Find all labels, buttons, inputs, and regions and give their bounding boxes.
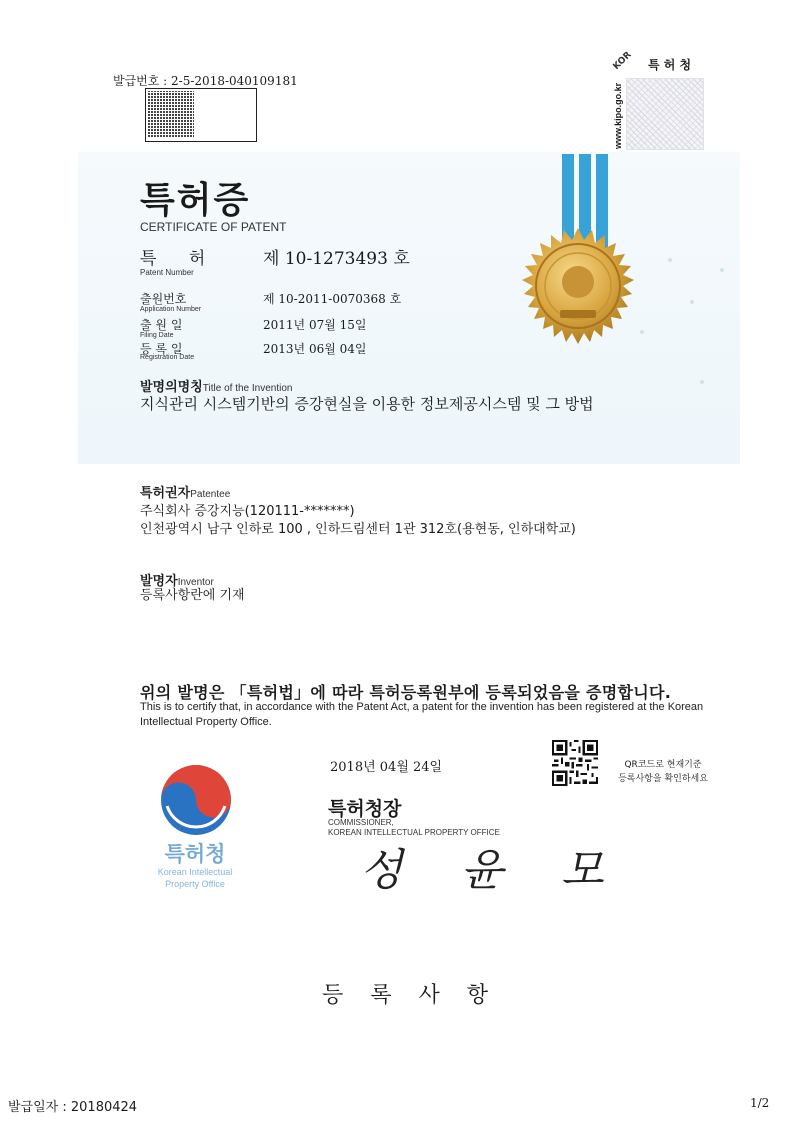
kipo-emblem-icon xyxy=(158,762,234,838)
commissioner-en-line1: COMMISSIONER, xyxy=(328,818,394,827)
decorative-dot xyxy=(720,268,724,272)
kipo-name-en xyxy=(120,866,270,890)
inventor-label-en: Inventor xyxy=(177,577,214,588)
patentee-label-en: Patentee xyxy=(190,489,231,500)
certification-statement-en: This is to certify that, in accordance with the Patent Act, a patent for the invention has been registered at the Korean Intellectual Property Office. xyxy=(140,701,704,728)
patent-label: 특 허 xyxy=(140,249,206,269)
certification-statement-ko: 위의 발명은 「특허법」에 따라 특허등록원부에 등록되었음을 증명합니다. xyxy=(140,683,672,702)
invention-title: 지식관리 시스템기반의 증강현실을 이용한 정보제공시스템 및 그 방법 xyxy=(140,395,594,413)
footer-issue-date: 발급일자 : 20180424 xyxy=(8,1100,138,1115)
commissioner-en-line2: KOREAN INTELLECTUAL PROPERTY OFFICE xyxy=(328,828,500,837)
inventor-value: 등록사항란에 기재 xyxy=(140,588,245,603)
commissioner-title: 특허청장 xyxy=(328,798,402,820)
decorative-dot xyxy=(668,258,672,262)
qr-note-line2: 등록사항을 확인하세요 xyxy=(618,774,708,784)
patentee-address: 인천광역시 남구 인하로 100 , 인하드림센터 1관 312호(용현동, 인하대학교) xyxy=(140,522,576,537)
certificate-title: 특허증 xyxy=(140,180,251,221)
decorative-dot xyxy=(690,300,694,304)
qr-note xyxy=(608,758,718,786)
application-number-label-en: Application Number xyxy=(140,306,202,313)
registration-date-label: 등 록 일 xyxy=(140,342,183,356)
kipo-name-ko: 특허청 xyxy=(164,842,226,866)
decorative-dot xyxy=(700,380,704,384)
inventor-label-ko: 발명자 xyxy=(140,574,178,589)
kor-logo: KOR xyxy=(611,49,634,73)
invention-title-label-en: Title of the Invention xyxy=(202,383,293,394)
filing-date-value: 2011년 07월 15일 xyxy=(263,318,367,332)
issue-barcode xyxy=(145,88,257,142)
patent-number: 제 10-1273493 호 xyxy=(263,249,410,269)
certificate-title-en: CERTIFICATE OF PATENT xyxy=(140,220,287,234)
application-number-value: 제 10-2011-0070368 호 xyxy=(263,292,402,306)
patentee-label-ko: 특허권자 xyxy=(140,486,191,501)
patent-label-en: Patent Number xyxy=(140,268,194,277)
security-stamp xyxy=(626,78,704,150)
kipo-name-en-line1: Korean Intellectual xyxy=(157,867,233,877)
qr-code-icon[interactable] xyxy=(552,740,598,786)
application-number-label: 출원번호 xyxy=(140,292,187,306)
issue-number: 발급번호 : 2-5-2018-040109181 xyxy=(113,74,298,88)
qr-note-line1: QR코드로 현재기준 xyxy=(624,760,702,770)
kipo-name-en-line2: Property Office xyxy=(165,879,225,889)
invention-title-label-ko: 발명의명칭 xyxy=(140,380,203,395)
kipo-top-label: 특 허 청 xyxy=(648,58,692,72)
kipo-url: www.kipo.go.kr xyxy=(613,82,623,149)
registration-date-label-en: Registration Date xyxy=(140,354,195,361)
issuance-date: 2018년 04월 24일 xyxy=(330,760,443,775)
gold-seal-icon xyxy=(504,212,652,360)
registration-date-value: 2013년 06월 04일 xyxy=(263,342,367,356)
commissioner-signature: 성 윤 모 xyxy=(360,845,626,896)
filing-date-label-en: Filing Date xyxy=(140,332,174,339)
filing-date-label: 출 원 일 xyxy=(140,318,183,332)
patentee-label xyxy=(140,482,230,501)
registry-heading: 등 록 사 항 xyxy=(322,983,498,1008)
patentee-name: 주식회사 증강지능(120111-*******) xyxy=(140,504,355,519)
footer-page-number: 1/2 xyxy=(750,1096,770,1110)
